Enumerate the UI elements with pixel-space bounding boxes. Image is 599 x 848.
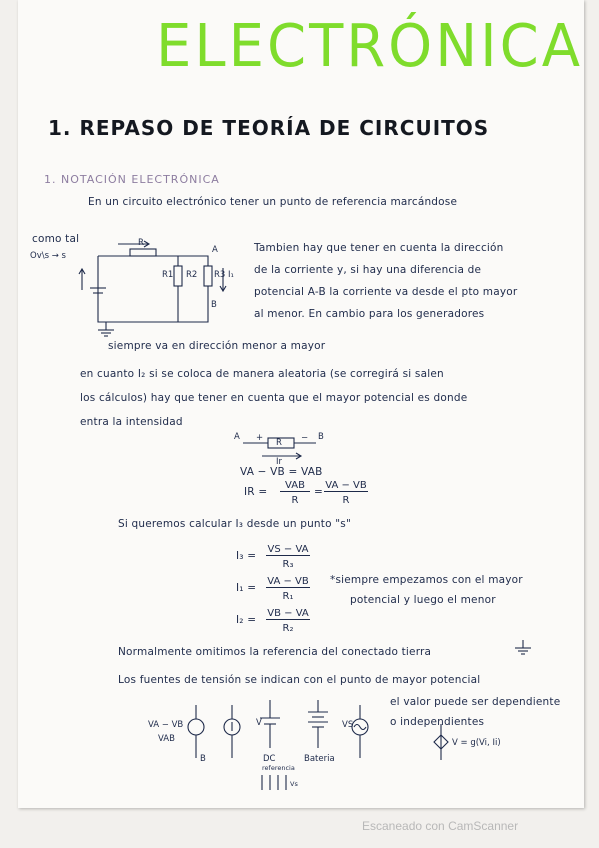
equation-vab: VA − VB = VAB (240, 466, 323, 478)
current-label: I₁ (228, 270, 234, 280)
resistor-plus: + (256, 433, 264, 443)
para2-line1: en cuanto I₂ si se coloca de manera aleatoria (se corregirá si salen (80, 368, 444, 380)
r2-label: R2 (186, 270, 198, 280)
equation-ir-num1: VAB (280, 480, 310, 492)
equation-ir-den1: R (291, 495, 299, 506)
ref-label-2: Vs (290, 780, 298, 788)
source-vs: VS (342, 720, 354, 730)
eq-i3-den: R₃ (282, 559, 294, 570)
resistor-b-label: B (318, 432, 324, 442)
como-tal-label: como tal (32, 233, 80, 245)
node-a-label: A (212, 245, 218, 255)
resistor-minus: − (301, 433, 309, 443)
para5: Los fuentes de tensión se indican con el punto de mayor potencial (118, 674, 481, 686)
para1-line4: al menor. En cambio para los generadores (254, 308, 485, 320)
para3: Si queremos calcular I₃ desde un punto "s" (118, 518, 351, 530)
source-label: Ov\s → s (30, 251, 66, 261)
resistor-a-label: A (234, 432, 240, 442)
equation-ir-den2: R (342, 495, 350, 506)
r-top-label: R (138, 238, 144, 248)
para1-line1: Tambien hay que tener en cuenta la dirección (254, 242, 504, 254)
resistor-r2-icon (204, 266, 212, 286)
para6-line2: o independientes (390, 716, 485, 728)
eq-i2-lhs: I₂ = (236, 614, 257, 626)
equation-ir-num2: VA − VB (325, 480, 367, 491)
para2-line2: los cálculos) hay que tener en cuenta que el mayor potencial es donde (80, 392, 468, 404)
source-vab2: VAB (158, 734, 175, 744)
para6-line1: el valor puede ser dependiente (390, 696, 561, 708)
section-heading: 1. REPASO DE TEORÍA DE CIRCUITOS (48, 116, 490, 140)
resistor-r1-icon (174, 266, 182, 286)
source-dc: DC (263, 754, 276, 764)
para1-line3: potencial A-B la corriente va desde el pto mayor (254, 286, 518, 298)
resistor-current: Ir (276, 457, 283, 467)
node-b-label: B (211, 300, 217, 310)
source-v: V (256, 718, 262, 728)
eq-i1-den: R₁ (282, 591, 294, 602)
scanner-watermark: Escaneado con CamScanner (362, 819, 519, 833)
equation-ir-eq: = (314, 486, 323, 498)
eq-i1-num: VA − VB (267, 576, 309, 587)
ground-icon (515, 640, 531, 654)
resistor-top-icon (130, 249, 156, 256)
eq-i3-num: VS − VA (267, 544, 309, 555)
equation-ir-lhs: IR = (244, 486, 268, 498)
ref-label: referencia (262, 764, 295, 772)
source-bateria: Bateria (304, 754, 335, 764)
para1-end: siempre va en dirección menor a mayor (108, 340, 326, 352)
r3-label: R3 (214, 270, 226, 280)
eq-note-line2: potencial y luego el menor (350, 594, 496, 606)
page-title: ELECTRÓNICA (156, 12, 584, 81)
eq-i2-den: R₂ (282, 623, 294, 634)
para2-line3: entra la intensidad (80, 416, 183, 428)
r1-label: R1 (162, 270, 174, 280)
subheading: 1. NOTACIÓN ELECTRÓNICA (44, 173, 220, 186)
para1-line2: de la corriente y, si hay una diferencia de (254, 264, 482, 276)
eq-i3-lhs: I₃ = (236, 550, 257, 562)
resistor-r-label: R (276, 438, 282, 448)
eq-i2-num: VB − VA (267, 608, 309, 619)
source-vab1: VA − VB (148, 720, 184, 730)
circuit-diagram-1 (18, 0, 584, 808)
voltage-source-icon (188, 719, 204, 735)
eq-note-line1: *siempre empezamos con el mayor (330, 574, 523, 586)
intro-text: En un circuito electrónico tener un punto de referencia marcándose (88, 196, 458, 208)
notebook-page (18, 0, 584, 808)
dependent-source-eq: V = g(Vi, Ii) (452, 738, 501, 748)
source-b: B (200, 754, 206, 764)
eq-i1-lhs: I₁ = (236, 582, 257, 594)
para4: Normalmente omitimos la referencia del conectado tierra (118, 646, 432, 658)
